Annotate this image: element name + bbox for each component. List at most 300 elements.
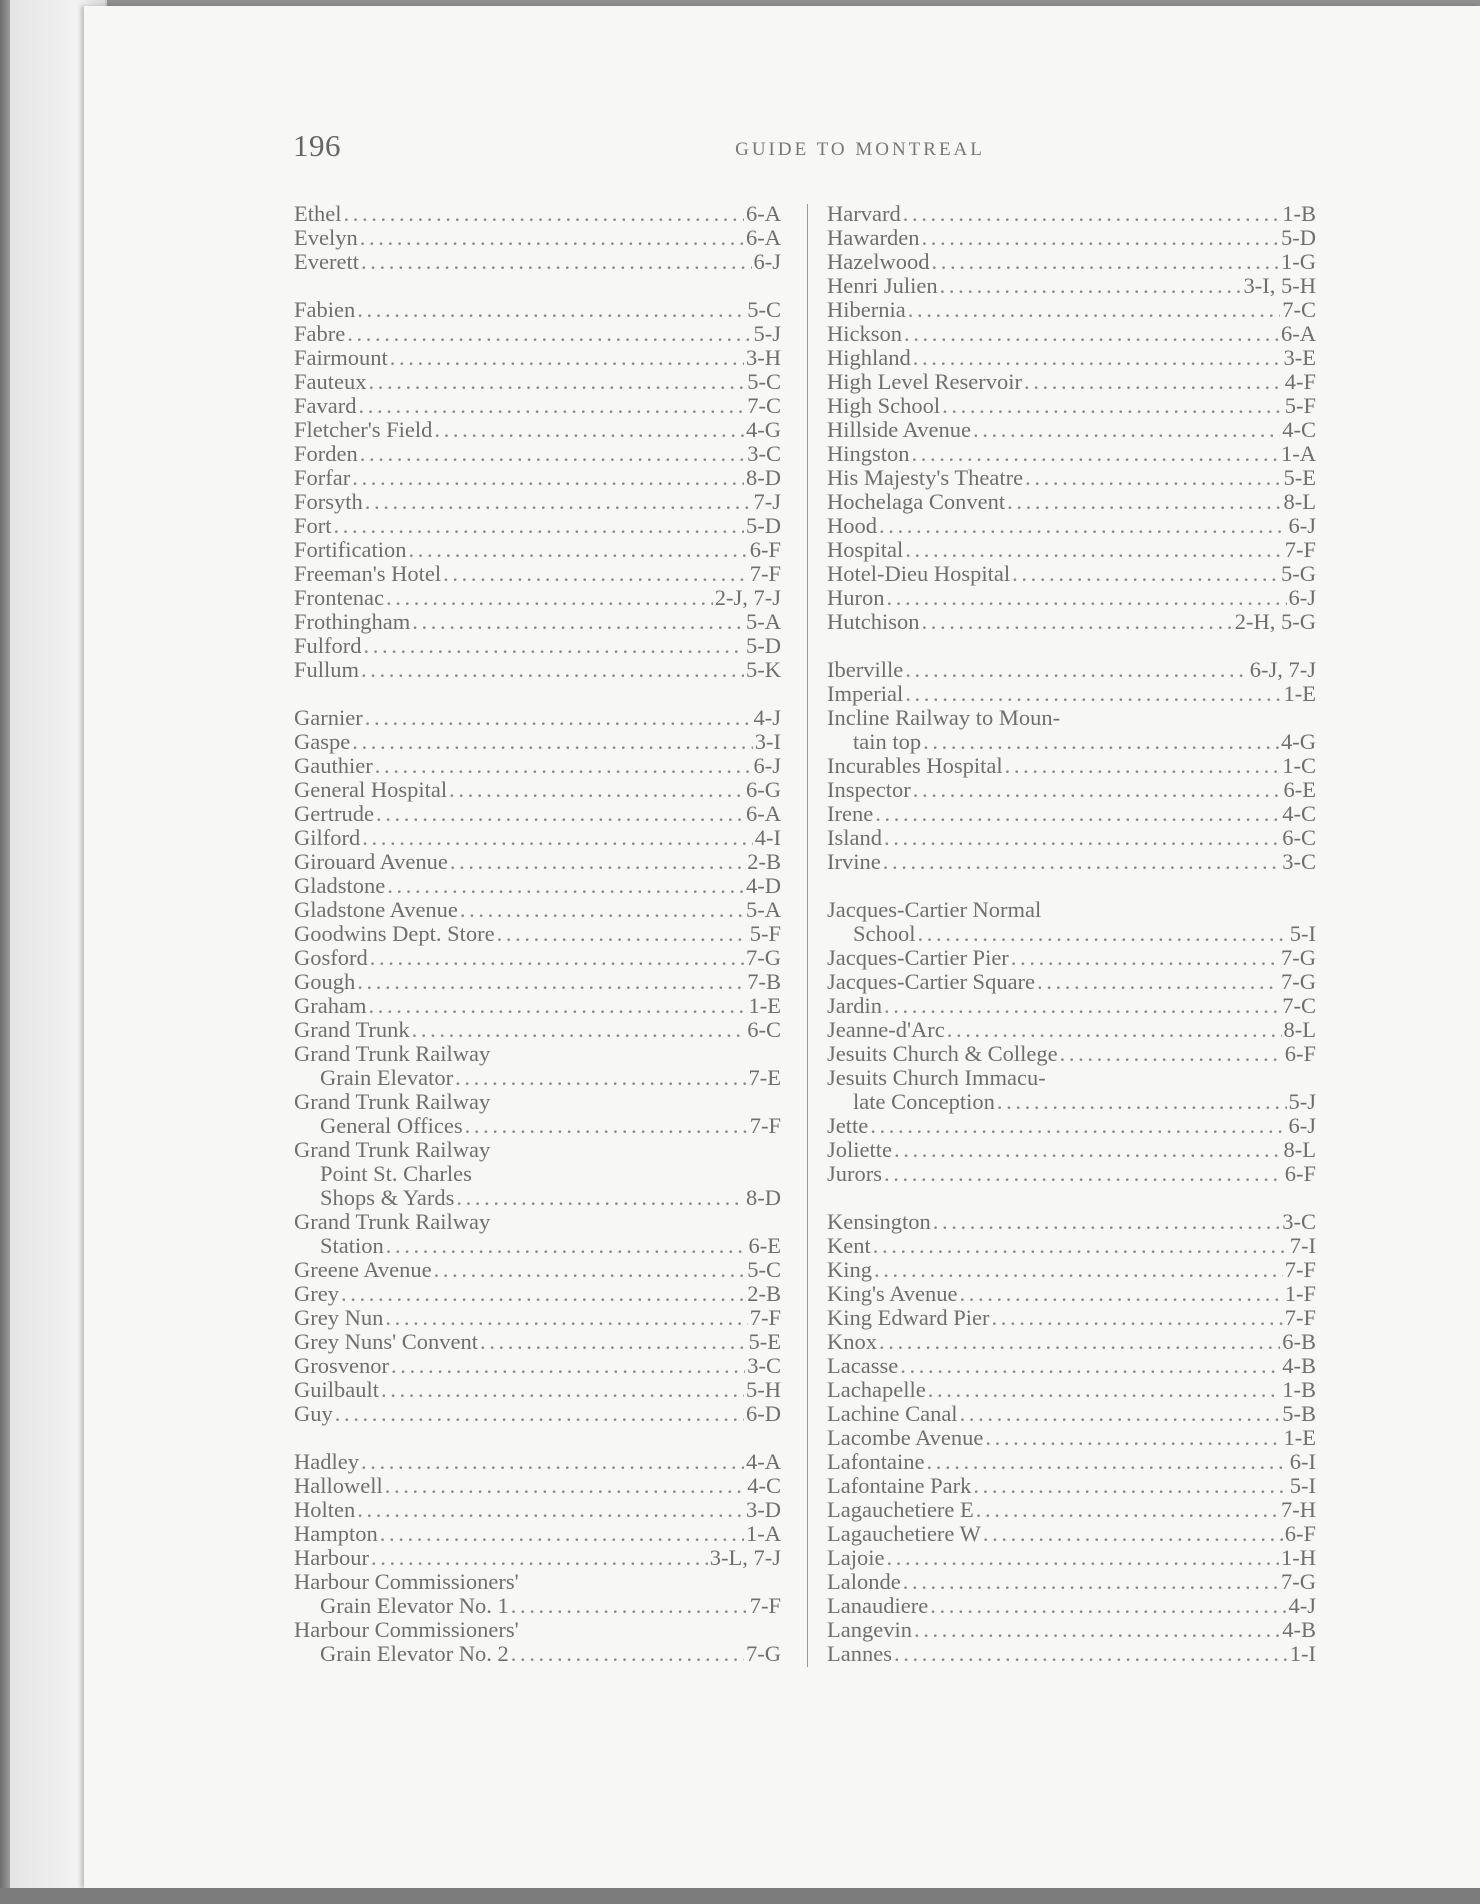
index-entry bbox=[827, 1426, 1316, 1450]
dot-leader bbox=[434, 1258, 746, 1282]
dot-leader bbox=[1025, 466, 1281, 490]
entry-name: Girouard Avenue bbox=[294, 849, 448, 874]
letter-group-gap bbox=[827, 874, 1316, 898]
map-grid-reference: 8-L bbox=[1283, 489, 1316, 514]
dot-leader bbox=[926, 1450, 1287, 1474]
index-entry bbox=[827, 1042, 1316, 1066]
map-grid-reference: 6-E bbox=[1283, 777, 1316, 802]
entry-name: Lagauchetiere W bbox=[827, 1521, 981, 1546]
running-title: GUIDE TO MONTREAL bbox=[735, 139, 985, 160]
map-grid-reference: 4-C bbox=[747, 1473, 781, 1498]
entry-name: Jardin bbox=[827, 993, 882, 1018]
index-entry bbox=[294, 1018, 781, 1042]
entry-name: Gosford bbox=[294, 945, 368, 970]
entry-name: Everett bbox=[294, 249, 359, 274]
map-grid-reference: 7-F bbox=[1284, 1257, 1316, 1282]
index-entry bbox=[827, 1330, 1316, 1354]
map-grid-reference: 6-J bbox=[1288, 513, 1316, 538]
dot-leader bbox=[334, 514, 744, 538]
map-grid-reference: 2-J, 7-J bbox=[714, 585, 781, 610]
index-entry bbox=[294, 994, 781, 1018]
map-grid-reference: 8-L bbox=[1283, 1137, 1316, 1162]
dot-leader bbox=[879, 1330, 1280, 1354]
map-grid-reference: 5-H bbox=[746, 1377, 781, 1402]
index-entry bbox=[294, 898, 781, 922]
map-grid-reference: 4-F bbox=[1284, 369, 1316, 394]
dot-leader bbox=[357, 970, 745, 994]
dot-leader bbox=[991, 1306, 1282, 1330]
dot-leader bbox=[365, 706, 752, 730]
entry-name: King bbox=[827, 1257, 872, 1282]
index-entry bbox=[827, 514, 1316, 538]
index-entry bbox=[827, 250, 1316, 274]
map-grid-reference: 8-D bbox=[746, 465, 781, 490]
map-grid-reference: 3-D bbox=[746, 1497, 781, 1522]
letter-group-gap bbox=[827, 634, 1316, 658]
map-grid-reference: 3-I bbox=[754, 729, 781, 754]
index-entry bbox=[827, 994, 1316, 1018]
dot-leader bbox=[884, 826, 1280, 850]
entry-name: Gauthier bbox=[294, 753, 373, 778]
dot-leader bbox=[511, 1594, 748, 1618]
index-entry bbox=[294, 442, 781, 466]
dot-leader bbox=[942, 394, 1283, 418]
entry-name: Gough bbox=[294, 969, 356, 994]
dot-leader bbox=[390, 346, 744, 370]
entry-name: Lachine Canal bbox=[827, 1401, 958, 1426]
dot-leader bbox=[450, 850, 745, 874]
dot-leader bbox=[361, 658, 744, 682]
dot-leader bbox=[365, 490, 752, 514]
index-entry bbox=[294, 346, 781, 370]
map-grid-reference: 7-J bbox=[753, 489, 781, 514]
dot-leader bbox=[375, 754, 752, 778]
map-grid-reference: 7-G bbox=[1281, 969, 1316, 994]
entry-name: Greene Avenue bbox=[294, 1257, 432, 1282]
dot-leader bbox=[947, 1018, 1282, 1042]
dot-leader bbox=[913, 778, 1282, 802]
entry-name: Grey bbox=[294, 1281, 339, 1306]
index-entry bbox=[827, 1522, 1316, 1546]
map-grid-reference: 3-L, 7-J bbox=[709, 1545, 781, 1570]
map-grid-reference: 5-J bbox=[753, 321, 781, 346]
entry-name: Jacques-Cartier Pier bbox=[827, 945, 1009, 970]
dot-leader bbox=[352, 466, 744, 490]
entry-name: General Hospital bbox=[294, 777, 448, 802]
map-grid-reference: 6-J bbox=[1288, 1113, 1316, 1138]
entry-name: Ethel bbox=[294, 201, 342, 226]
index-entry bbox=[827, 1138, 1316, 1162]
index-entry bbox=[827, 850, 1316, 874]
map-grid-reference: 6-J, 7-J bbox=[1249, 657, 1316, 682]
index-entry bbox=[294, 946, 781, 970]
dot-leader bbox=[904, 322, 1279, 346]
dot-leader bbox=[391, 1354, 745, 1378]
entry-name: Gladstone Avenue bbox=[294, 897, 458, 922]
index-entry bbox=[827, 610, 1316, 634]
map-grid-reference: 8-D bbox=[746, 1185, 781, 1210]
entry-name: Lannes bbox=[827, 1641, 892, 1666]
index-entry bbox=[294, 874, 781, 898]
index-entry bbox=[827, 778, 1316, 802]
map-grid-reference: 3-C bbox=[1282, 1209, 1316, 1234]
dot-leader bbox=[1024, 370, 1283, 394]
entry-name: Hutchison bbox=[827, 609, 920, 634]
index-entry bbox=[294, 754, 781, 778]
entry-name: Imperial bbox=[827, 681, 904, 706]
entry-name: Jesuits Church Immacu- bbox=[827, 1065, 1046, 1090]
entry-name: Jesuits Church & College bbox=[827, 1041, 1058, 1066]
index-entry bbox=[294, 970, 781, 994]
index-entry bbox=[827, 1018, 1316, 1042]
dot-leader bbox=[921, 226, 1279, 250]
entry-name: Grand Trunk Railway bbox=[294, 1137, 491, 1162]
dot-leader bbox=[1005, 754, 1281, 778]
index-entry bbox=[294, 514, 781, 538]
entry-name: Grain Elevator bbox=[320, 1065, 454, 1090]
index-entry bbox=[827, 682, 1316, 706]
dot-leader bbox=[1007, 490, 1281, 514]
dot-leader bbox=[455, 1066, 746, 1090]
index-entry bbox=[294, 1546, 781, 1570]
map-grid-reference: 6-J bbox=[753, 249, 781, 274]
entry-name: High School bbox=[827, 393, 941, 418]
dot-leader bbox=[879, 514, 1287, 538]
map-grid-reference: 5-A bbox=[746, 897, 781, 922]
entry-name: Hochelaga Convent bbox=[827, 489, 1006, 514]
index-entry bbox=[294, 1618, 781, 1666]
entry-name: Grain Elevator No. 1 bbox=[320, 1593, 509, 1618]
index-entry bbox=[827, 970, 1316, 994]
dot-leader bbox=[883, 850, 1281, 874]
index-entry bbox=[294, 1378, 781, 1402]
map-grid-reference: 4-B bbox=[1282, 1617, 1316, 1642]
dot-leader bbox=[362, 826, 753, 850]
map-grid-reference: 6-B bbox=[1282, 1329, 1316, 1354]
entry-name: Kent bbox=[827, 1233, 871, 1258]
index-entry bbox=[827, 1258, 1316, 1282]
index-entry bbox=[827, 1570, 1316, 1594]
index-column-right bbox=[827, 202, 1316, 1666]
index-entry bbox=[294, 922, 781, 946]
index-entry bbox=[294, 802, 781, 826]
entry-name: Garnier bbox=[294, 705, 363, 730]
dot-leader bbox=[368, 994, 746, 1018]
dot-leader bbox=[997, 1090, 1287, 1114]
entry-name: Gertrude bbox=[294, 801, 374, 826]
entry-name: Island bbox=[827, 825, 882, 850]
index-entry bbox=[294, 610, 781, 634]
entry-name: Hillside Avenue bbox=[827, 417, 971, 442]
entry-name: King's Avenue bbox=[827, 1281, 958, 1306]
dot-leader bbox=[341, 1282, 745, 1306]
dot-leader bbox=[460, 898, 744, 922]
entry-name: Hallowell bbox=[294, 1473, 383, 1498]
index-entry bbox=[294, 394, 781, 418]
map-grid-reference: 1-G bbox=[1281, 249, 1316, 274]
map-grid-reference: 5-D bbox=[746, 633, 781, 658]
map-grid-reference: 6-J bbox=[1288, 585, 1316, 610]
map-grid-reference: 6-D bbox=[746, 1401, 781, 1426]
index-entry bbox=[827, 1354, 1316, 1378]
index-entry bbox=[294, 1090, 781, 1138]
map-grid-reference: 4-G bbox=[746, 417, 781, 442]
dot-leader bbox=[497, 922, 748, 946]
entry-name: Fabien bbox=[294, 297, 356, 322]
index-entry bbox=[827, 946, 1316, 970]
index-entry bbox=[827, 1402, 1316, 1426]
dot-leader bbox=[960, 1402, 1281, 1426]
dot-leader bbox=[886, 1546, 1279, 1570]
dot-leader bbox=[386, 1234, 747, 1258]
map-grid-reference: 5-C bbox=[747, 297, 781, 322]
map-grid-reference: 5-C bbox=[747, 369, 781, 394]
dot-leader bbox=[434, 418, 744, 442]
map-grid-reference: 3-H bbox=[746, 345, 781, 370]
index-entry bbox=[827, 586, 1316, 610]
dot-leader bbox=[371, 1546, 708, 1570]
dot-leader bbox=[874, 1258, 1283, 1282]
index-entry bbox=[827, 1618, 1316, 1642]
index-entry bbox=[294, 250, 781, 274]
map-grid-reference: 3-C bbox=[747, 441, 781, 466]
dot-leader bbox=[900, 1354, 1280, 1378]
dot-leader bbox=[511, 1642, 744, 1666]
dot-leader bbox=[465, 1114, 748, 1138]
dot-leader bbox=[347, 322, 751, 346]
dot-leader bbox=[1012, 562, 1279, 586]
index-entry bbox=[294, 1474, 781, 1498]
index-entry bbox=[827, 202, 1316, 226]
index-entry bbox=[827, 562, 1316, 586]
index-entry bbox=[294, 322, 781, 346]
map-grid-reference: 8-L bbox=[1283, 1017, 1316, 1042]
entry-name: Point St. Charles bbox=[320, 1161, 472, 1186]
index-entry bbox=[294, 490, 781, 514]
index-entry bbox=[294, 1210, 781, 1258]
dot-leader bbox=[386, 586, 713, 610]
entry-name: Hawarden bbox=[827, 225, 920, 250]
entry-name: Jette bbox=[827, 1113, 869, 1138]
entry-name: Lafontaine bbox=[827, 1449, 925, 1474]
letter-group-gap bbox=[294, 1426, 781, 1450]
map-grid-reference: 6-A bbox=[1281, 321, 1316, 346]
dot-leader bbox=[360, 442, 746, 466]
map-grid-reference: 1-E bbox=[1283, 681, 1316, 706]
entry-name: Irvine bbox=[827, 849, 881, 874]
entry-name: Graham bbox=[294, 993, 367, 1018]
map-grid-reference: 5-D bbox=[1281, 225, 1316, 250]
map-grid-reference: 7-E bbox=[748, 1065, 781, 1090]
index-entry bbox=[827, 1546, 1316, 1570]
index-entry bbox=[294, 466, 781, 490]
dot-leader bbox=[380, 1522, 744, 1546]
entry-name: Forfar bbox=[294, 465, 351, 490]
dot-leader bbox=[905, 658, 1248, 682]
scan-bottom-edge bbox=[0, 1888, 1480, 1904]
index-entry bbox=[827, 274, 1316, 298]
entry-name: Grand Trunk Railway bbox=[294, 1209, 491, 1234]
dot-leader bbox=[387, 874, 744, 898]
entry-name: Langevin bbox=[827, 1617, 912, 1642]
entry-name: Evelyn bbox=[294, 225, 358, 250]
index-entry bbox=[294, 370, 781, 394]
dot-leader bbox=[376, 802, 744, 826]
map-grid-reference: 6-A bbox=[746, 801, 781, 826]
dot-leader bbox=[352, 730, 753, 754]
dot-leader bbox=[913, 346, 1282, 370]
map-grid-reference: 6-F bbox=[1284, 1521, 1316, 1546]
entry-name: Gladstone bbox=[294, 873, 386, 898]
map-grid-reference: 3-C bbox=[1282, 849, 1316, 874]
dot-leader bbox=[905, 538, 1282, 562]
index-entry bbox=[294, 1354, 781, 1378]
entry-name: Jacques-Cartier Normal bbox=[827, 897, 1042, 922]
map-grid-reference: 4-J bbox=[753, 705, 781, 730]
entry-name: Inspector bbox=[827, 777, 911, 802]
map-grid-reference: 3-E bbox=[1283, 345, 1316, 370]
dot-leader bbox=[370, 946, 744, 970]
map-grid-reference: 7-G bbox=[746, 945, 781, 970]
map-grid-reference: 6-I bbox=[1289, 1449, 1316, 1474]
index-entry bbox=[294, 1330, 781, 1354]
map-grid-reference: 5-F bbox=[1284, 393, 1316, 418]
entry-name: Hadley bbox=[294, 1449, 359, 1474]
index-entry bbox=[827, 490, 1316, 514]
entry-name: Hampton bbox=[294, 1521, 378, 1546]
entry-name: Knox bbox=[827, 1329, 877, 1354]
index-entry bbox=[294, 226, 781, 250]
entry-name: Kensington bbox=[827, 1209, 931, 1234]
map-grid-reference: 4-D bbox=[746, 873, 781, 898]
dot-leader bbox=[361, 250, 752, 274]
entry-name: Grey Nun bbox=[294, 1305, 384, 1330]
dot-leader bbox=[343, 202, 744, 226]
index-entry bbox=[294, 778, 781, 802]
entry-name: tain top bbox=[853, 729, 922, 754]
index-entry bbox=[827, 658, 1316, 682]
entry-name: Harvard bbox=[827, 201, 901, 226]
dot-leader bbox=[894, 1642, 1288, 1666]
dot-leader bbox=[1011, 946, 1279, 970]
map-grid-reference: 1-A bbox=[746, 1521, 781, 1546]
map-grid-reference: 1-E bbox=[748, 993, 781, 1018]
entry-name: Jeanne-d'Arc bbox=[827, 1017, 945, 1042]
map-grid-reference: 4-B bbox=[1282, 1353, 1316, 1378]
dot-leader bbox=[873, 1234, 1288, 1258]
dot-leader bbox=[369, 370, 746, 394]
map-grid-reference: 1-B bbox=[1282, 201, 1316, 226]
entry-name: Gaspe bbox=[294, 729, 351, 754]
entry-name: Lachapelle bbox=[827, 1377, 926, 1402]
dot-leader bbox=[381, 1378, 744, 1402]
entry-name: Irene bbox=[827, 801, 874, 826]
index-entry bbox=[294, 538, 781, 562]
dot-leader bbox=[335, 1402, 744, 1426]
index-entry bbox=[827, 1474, 1316, 1498]
dot-leader bbox=[933, 1210, 1281, 1234]
entry-name: late Conception bbox=[853, 1089, 995, 1114]
entry-name: Highland bbox=[827, 345, 911, 370]
dot-leader bbox=[973, 418, 1280, 442]
map-grid-reference: 7-G bbox=[1281, 1569, 1316, 1594]
map-grid-reference: 7-C bbox=[747, 393, 781, 418]
entry-name: Incurables Hospital bbox=[827, 753, 1003, 778]
entry-name: Grand Trunk Railway bbox=[294, 1089, 491, 1114]
index-entry bbox=[827, 394, 1316, 418]
dot-leader bbox=[357, 298, 745, 322]
map-grid-reference: 1-A bbox=[1281, 441, 1316, 466]
entry-name: Frothingham bbox=[294, 609, 411, 634]
index-entry bbox=[827, 1114, 1316, 1138]
letter-group-gap bbox=[294, 682, 781, 706]
dot-leader bbox=[903, 1570, 1279, 1594]
map-grid-reference: 1-I bbox=[1289, 1641, 1316, 1666]
dot-leader bbox=[985, 1426, 1281, 1450]
index-entry bbox=[827, 754, 1316, 778]
map-grid-reference: 4-G bbox=[1281, 729, 1316, 754]
index-entry bbox=[827, 1642, 1316, 1666]
index-entry bbox=[294, 1450, 781, 1474]
map-grid-reference: 7-F bbox=[1284, 537, 1316, 562]
dot-leader bbox=[903, 202, 1281, 226]
index-entry bbox=[827, 370, 1316, 394]
dot-leader bbox=[412, 610, 744, 634]
entry-name: Hospital bbox=[827, 537, 904, 562]
entry-name: Lacombe Avenue bbox=[827, 1425, 984, 1450]
map-grid-reference: 7-F bbox=[749, 561, 781, 586]
map-grid-reference: 2-B bbox=[747, 1281, 781, 1306]
map-grid-reference: 2-B bbox=[747, 849, 781, 874]
entry-name: Hickson bbox=[827, 321, 902, 346]
entry-name: Lagauchetiere E bbox=[827, 1497, 974, 1522]
dot-leader bbox=[1037, 970, 1279, 994]
index-entry bbox=[294, 418, 781, 442]
index-entry bbox=[827, 1378, 1316, 1402]
entry-name: King Edward Pier bbox=[827, 1305, 990, 1330]
map-grid-reference: 5-K bbox=[746, 657, 781, 682]
entry-name: Forsyth bbox=[294, 489, 363, 514]
entry-name: General Offices bbox=[320, 1113, 463, 1138]
index-entry bbox=[827, 322, 1316, 346]
index-entry bbox=[827, 1162, 1316, 1186]
entry-name: Grey Nuns' Convent bbox=[294, 1329, 479, 1354]
dot-leader bbox=[928, 1378, 1281, 1402]
index-entry bbox=[294, 1522, 781, 1546]
letter-group-gap bbox=[294, 274, 781, 298]
dot-leader bbox=[875, 802, 1280, 826]
column-divider bbox=[807, 204, 808, 1667]
dot-leader bbox=[894, 1138, 1282, 1162]
index-entry bbox=[827, 706, 1316, 754]
dot-leader bbox=[908, 298, 1281, 322]
dot-leader bbox=[870, 1114, 1286, 1138]
entry-name: Fort bbox=[294, 513, 332, 538]
entry-name: Fulford bbox=[294, 633, 362, 658]
index-entry bbox=[294, 706, 781, 730]
entry-name: Jurors bbox=[827, 1161, 882, 1186]
entry-name: Joliette bbox=[827, 1137, 892, 1162]
entry-name: Favard bbox=[294, 393, 357, 418]
entry-name: Goodwins Dept. Store bbox=[294, 921, 495, 946]
map-grid-reference: 7-H bbox=[1281, 1497, 1316, 1522]
entry-name: Holten bbox=[294, 1497, 356, 1522]
index-entry bbox=[827, 538, 1316, 562]
index-entry bbox=[827, 1210, 1316, 1234]
dot-leader bbox=[412, 1018, 746, 1042]
entry-name: Fabre bbox=[294, 321, 346, 346]
map-grid-reference: 5-I bbox=[1289, 921, 1316, 946]
